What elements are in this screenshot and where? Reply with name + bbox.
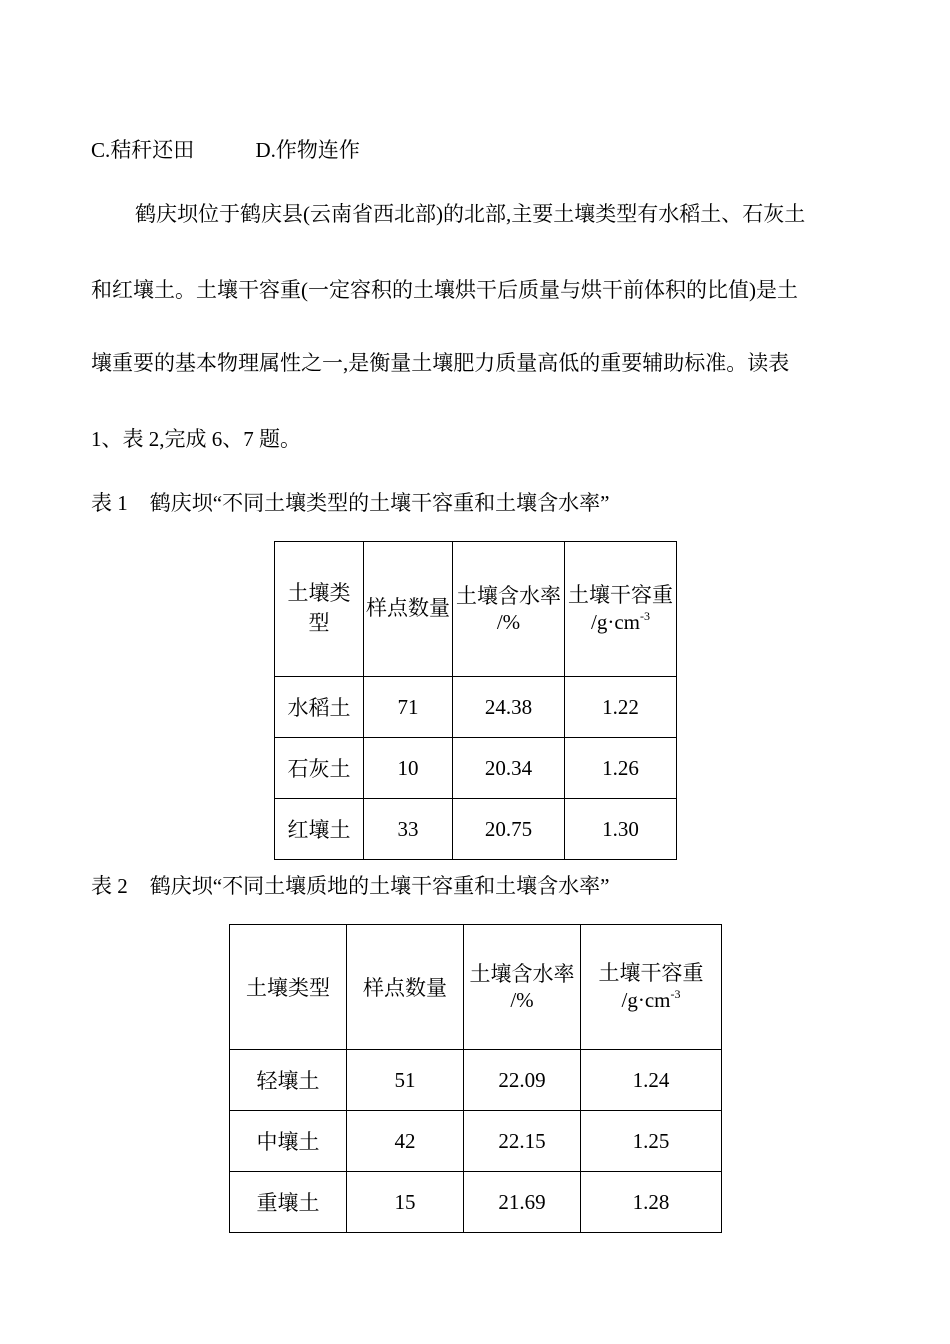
answer-options-line bbox=[91, 136, 360, 164]
option-d: D.作物连作 bbox=[255, 138, 360, 162]
option-c: C.秸秆还田 bbox=[91, 138, 195, 162]
table2-cell-density: 1.25 bbox=[581, 1111, 722, 1172]
table1-header-density: 土壤干容重 $/g\cdot cm^{-3}$ bbox=[565, 542, 677, 677]
table2-cell-moisture: 22.09 bbox=[464, 1050, 581, 1111]
table1-header-row bbox=[275, 542, 677, 677]
table1-cell-density: 1.30 bbox=[565, 799, 677, 860]
table2-cell-moisture: 22.15 bbox=[464, 1111, 581, 1172]
table2-header-row bbox=[230, 925, 722, 1050]
table2-caption-number: 表 2 bbox=[91, 874, 128, 898]
table1 bbox=[274, 541, 677, 860]
table1-header-count: 样点数量 bbox=[364, 542, 453, 677]
table1-cell-density: 1.26 bbox=[565, 738, 677, 799]
table1-cell-moisture: 20.75 bbox=[453, 799, 565, 860]
table1-caption bbox=[91, 489, 609, 517]
paragraph-line-2: 和红壤土。土壤干容重(一定容积的土壤烘干后质量与烘干前体积的比值)是土 bbox=[91, 278, 798, 302]
table2-cell-type: 轻壤土 bbox=[230, 1050, 347, 1111]
paragraph-line-3: 壤重要的基本物理属性之一,是衡量土壤肥力质量高低的重要辅助标准。读表 bbox=[91, 351, 790, 375]
table2-cell-density: 1.24 bbox=[581, 1050, 722, 1111]
table2-cell-count: 51 bbox=[347, 1050, 464, 1111]
table-row bbox=[275, 799, 677, 860]
table2-cell-type: 重壤土 bbox=[230, 1172, 347, 1233]
table-row bbox=[230, 1172, 722, 1233]
table-row bbox=[275, 677, 677, 738]
table2-cell-type: 中壤土 bbox=[230, 1111, 347, 1172]
table1-caption-number: 表 1 bbox=[91, 491, 128, 515]
table1-cell-density: 1.22 bbox=[565, 677, 677, 738]
table2-cell-count: 15 bbox=[347, 1172, 464, 1233]
table1-cell-moisture: 20.34 bbox=[453, 738, 565, 799]
table-row bbox=[230, 1050, 722, 1111]
table1-cell-count: 10 bbox=[364, 738, 453, 799]
table2-cell-count: 42 bbox=[347, 1111, 464, 1172]
table2-caption-title: 鹤庆坝“不同土壤质地的土壤干容重和土壤含水率” bbox=[149, 874, 610, 898]
table2-caption bbox=[91, 872, 609, 900]
table1-cell-type: 红壤土 bbox=[275, 799, 364, 860]
table1-cell-type: 水稻土 bbox=[275, 677, 364, 738]
table1-cell-count: 71 bbox=[364, 677, 453, 738]
paragraph-line-4: 1、表 2,完成 6、7 题。 bbox=[91, 427, 301, 451]
table-row bbox=[230, 1111, 722, 1172]
table2-header-count: 样点数量 bbox=[347, 925, 464, 1050]
table2-header-density: 土壤干容重 $/g\cdot cm^{-3}$ bbox=[581, 925, 722, 1050]
table-row bbox=[275, 738, 677, 799]
table1-cell-moisture: 24.38 bbox=[453, 677, 565, 738]
table2-header-moisture: 土壤含水率 /% bbox=[464, 925, 581, 1050]
table1-header-type: 土壤类 型 bbox=[275, 542, 364, 677]
table1-cell-count: 33 bbox=[364, 799, 453, 860]
paragraph-line-1: 鹤庆坝位于鹤庆县(云南省西北部)的北部,主要土壤类型有水稻土、石灰土 bbox=[135, 202, 806, 226]
table2-cell-density: 1.28 bbox=[581, 1172, 722, 1233]
table1-caption-title: 鹤庆坝“不同土壤类型的土壤干容重和土壤含水率” bbox=[149, 491, 610, 515]
table2-cell-moisture: 21.69 bbox=[464, 1172, 581, 1233]
table2-header-type: 土壤类型 bbox=[230, 925, 347, 1050]
table1-cell-type: 石灰土 bbox=[275, 738, 364, 799]
table2 bbox=[229, 924, 722, 1233]
table1-header-moisture: 土壤含水率 /% bbox=[453, 542, 565, 677]
